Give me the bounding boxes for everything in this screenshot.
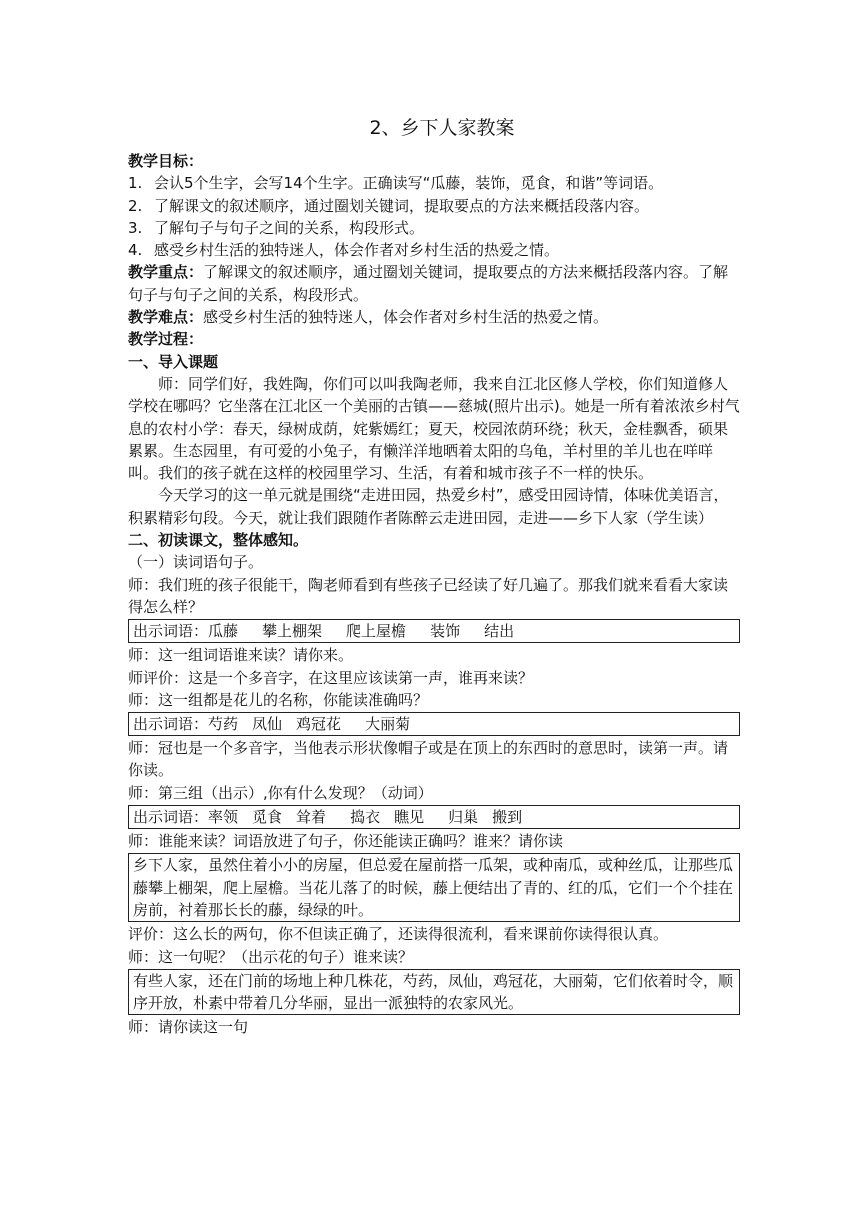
dialogue-line: 评价：这么长的两句，你不但读正确了，还读得很流利，看来课前你读得很认真。 <box>128 925 669 944</box>
goal-item <box>128 172 740 194</box>
word: 大丽菊 <box>365 715 411 734</box>
goals-heading: 教学目标： <box>128 152 204 170</box>
teaching-focus <box>128 261 740 306</box>
goal-number: 1. <box>128 174 143 193</box>
process-heading: 教学过程： <box>128 330 204 349</box>
dialogue-line: 师：第三组（出示）,你有什么发现？（动词） <box>128 783 433 802</box>
sentence-box: 乡下人家，虽然住着小小的房屋，但总爱在屋前搭一瓜架，或种南瓜，或种丝瓜，让那些瓜藤攀上棚架，爬上屋檐。当花儿落了的时候，藤上便结出了青的、红的瓜，它们一个个挂在房前，衬着那长长的藤，绿绿的叶。 <box>128 853 740 922</box>
sentence-box: 有些人家，还在门前的场地上种几株花，芍药，凤仙，鸡冠花，大丽菊，它们依着时令，顺序开放，朴素中带着几分华丽，显出一派独特的农家风光。 <box>128 969 740 1016</box>
word: 爬上屋檐 <box>346 622 407 641</box>
difficulty-label: 教学难点： <box>128 308 204 327</box>
word: 装饰 <box>430 622 461 641</box>
word: 结出 <box>484 622 515 641</box>
word-box <box>128 712 740 736</box>
dialogue-line: 师：冠也是一个多音字，当他表示形状像帽子或是在顶上的东西时的意思时，读第一声。请你读。 <box>128 739 729 780</box>
goal-text: 感受乡村生活的独特迷人，体会作者对乡村生活的热爱之情。 <box>154 241 560 260</box>
document-title: 2、乡下人家教案 <box>369 117 515 139</box>
dialogue-line: 师：我们班的孩子很能干，陶老师看到有些孩子已经读了好几遍了。那我们就来看看大家读得怎么样？ <box>128 575 729 616</box>
goal-text: 了解课文的叙述顺序，通过圈划关键词，提取要点的方法来概括段落内容。 <box>154 196 650 215</box>
word: 归巢 <box>448 808 479 827</box>
word: 鸡冠花 <box>296 715 342 734</box>
goal-item <box>128 195 740 217</box>
difficulty-text: 感受乡村生活的独特迷人，体会作者对乡村生活的热爱之情。 <box>203 308 609 327</box>
word-box <box>128 619 740 643</box>
focus-label: 教学重点： <box>128 263 204 282</box>
word: 率领 <box>208 808 239 827</box>
word-box-label: 出示词语： <box>133 622 209 641</box>
dialogue-line: 师：这一句呢？（出示花的句子）谁来读？ <box>128 947 414 966</box>
word-box-label: 出示词语： <box>133 808 209 827</box>
goal-number: 4. <box>128 241 143 260</box>
word: 凤仙 <box>252 715 283 734</box>
subsection-heading: （一）读词语句子。 <box>128 553 264 572</box>
goal-number: 2. <box>128 196 143 215</box>
section1-heading: 一、导入课题 <box>128 352 219 371</box>
word-box <box>128 805 740 829</box>
word: 捣衣 <box>350 808 381 827</box>
word: 瓜藤 <box>208 622 239 641</box>
section1-paragraph: 今天学习的这一单元就是围绕“走进田园，热爱乡村”，感受田园诗情，体味优美语言，积累精彩句段。今天，就让我们跟随作者陈醉云走进田园，走进——乡下人家（学生读） <box>128 486 729 527</box>
goal-item <box>128 217 740 239</box>
teaching-difficulty <box>128 306 740 328</box>
goal-text: 了解句子与句子之间的关系，构段形式。 <box>154 218 425 237</box>
word: 觅食 <box>252 808 283 827</box>
goal-number: 3. <box>128 218 143 237</box>
goal-text: 会认5个生字，会写14个生字。正确读写“瓜藤，装饰，觅食，和谐”等词语。 <box>154 174 664 193</box>
goal-item <box>128 239 740 261</box>
dialogue-line: 师：这一组都是花儿的名称，你能读准确吗？ <box>128 690 429 709</box>
dialogue-line: 师：谁能来读？词语放进了句子，你还能读正确吗？谁来？请你读 <box>128 832 564 851</box>
word: 瞧见 <box>394 808 425 827</box>
word: 芍药 <box>208 715 239 734</box>
section2-heading: 二、初读课文，整体感知。 <box>128 531 309 550</box>
dialogue-line: 师评价：这是一个多音字，在这里应该读第一声，谁再来读？ <box>128 668 534 687</box>
focus-text: 了解课文的叙述顺序，通过圈划关键词，提取要点的方法来概括段落内容。了解句子与句子之间的关系，构段形式。 <box>128 263 729 304</box>
word: 攀上棚架 <box>262 622 323 641</box>
word: 耸着 <box>296 808 327 827</box>
dialogue-line: 师：这一组词语谁来读？请你来。 <box>128 646 354 665</box>
word-box-label: 出示词语： <box>133 715 209 734</box>
lesson-plan-body <box>128 116 740 1039</box>
dialogue-line: 师：请你读这一句 <box>128 1018 249 1037</box>
section1-paragraph: 师：同学们好，我姓陶，你们可以叫我陶老师，我来自江北区修人学校，你们知道修人学校在哪吗？它坐落在江北区一个美丽的古镇——慈城(照片出示)。她是一所有着浓浓乡村气息的农村小学：春天，绿树成荫，姹紫嫣红；夏天，校园浓荫环绕；秋天，金桂飘香，硕果累累。生态园里，有可爱的小兔子，有懒洋洋地晒着太阳的乌龟，羊村里的羊儿也在咩咩叫。我们的孩子就在这样的校园里学习、生活，有着和城市孩子不一样的快乐。 <box>128 374 740 483</box>
word: 搬到 <box>492 808 523 827</box>
